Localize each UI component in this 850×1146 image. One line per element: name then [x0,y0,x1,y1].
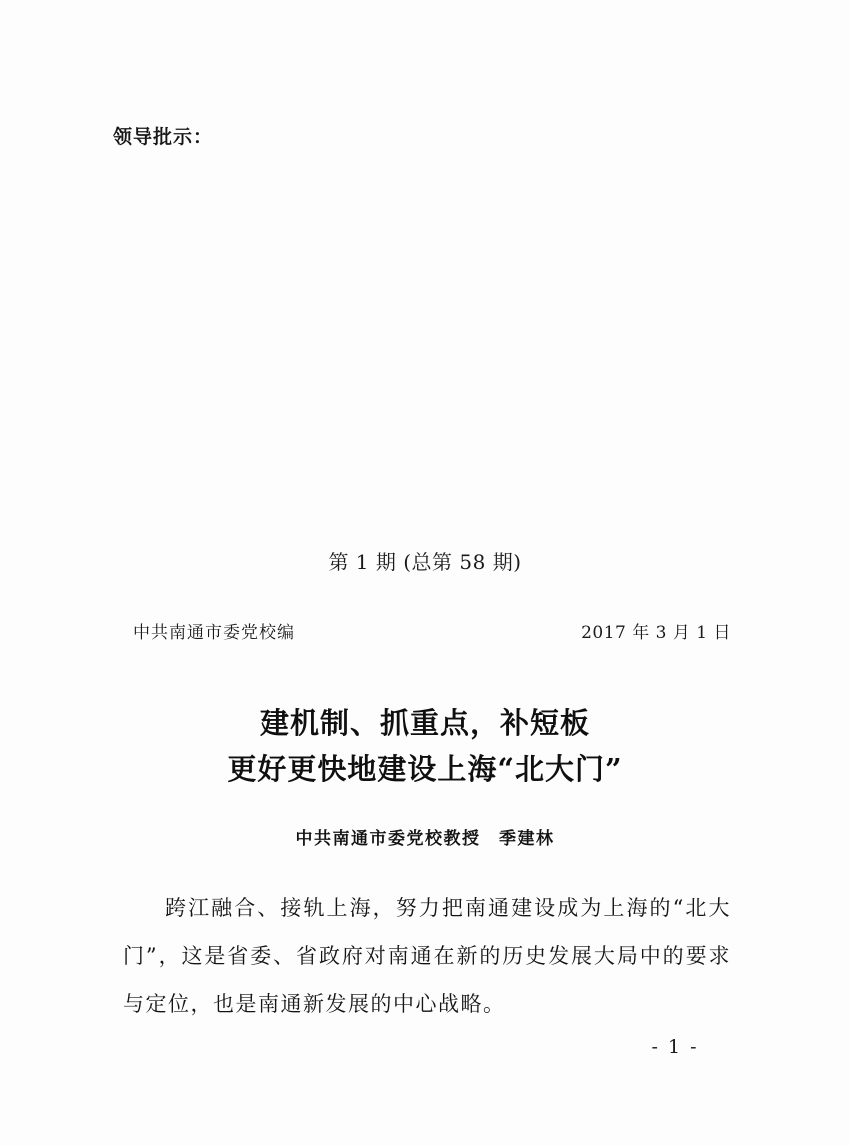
document-title [0,700,850,792]
body-paragraph: 跨江融合、接轨上海，努力把南通建设成为上海的“北大门”，这是省委、省政府对南通在新的历史发展大局中的要求与定位，也是南通新发展的中心战略。 [123,896,731,1016]
author-byline: 中共南通市委党校教授 季建林 [295,829,555,849]
publisher-label: 中共南通市委党校编 [133,623,295,643]
page-number: - 1 - [651,1036,699,1058]
leader-instruction-label: 领导批示： [113,126,214,148]
title-line-2: 更好更快地建设上海“北大门” [227,752,623,786]
body-text-block [123,884,731,1028]
document-meta-row [133,618,731,643]
issue-date-label: 2017 年 3 月 1 日 [581,623,731,643]
issue-number-line: 第 1 期 (总第 58 期) [328,550,522,574]
title-line-1: 建机制、抓重点，补短板 [259,706,590,740]
